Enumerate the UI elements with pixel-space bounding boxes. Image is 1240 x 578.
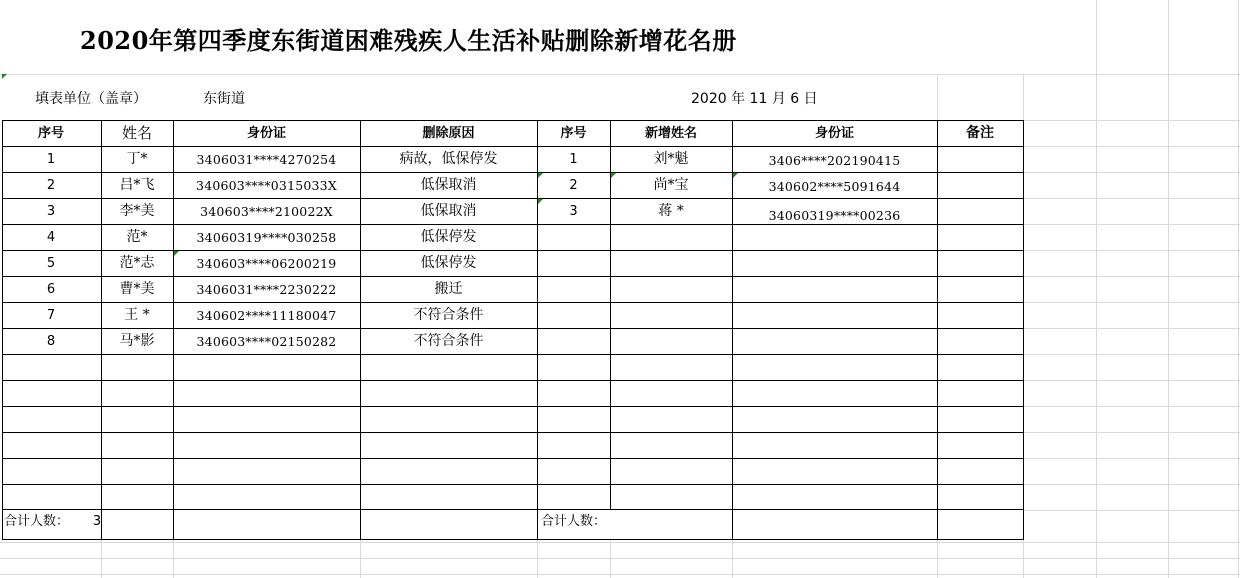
row-name: 曹*美	[119, 281, 155, 297]
cell-marker	[2, 74, 7, 79]
date-month: 11	[749, 91, 768, 107]
cell-marker	[733, 173, 738, 178]
row-seq: 8	[46, 334, 56, 349]
row-name: 吕*飞	[119, 177, 155, 193]
cell-marker	[611, 173, 616, 178]
row-name: 马*影	[119, 333, 155, 349]
date-day: 6	[790, 91, 800, 107]
total-count-left: 3	[92, 514, 102, 529]
header-remark: 备注	[966, 125, 994, 141]
row-seq: 1	[46, 152, 56, 167]
row-reason: 低保取消	[420, 203, 477, 219]
row-id: 340602****11180047	[196, 308, 337, 323]
row-seq: 2	[46, 178, 56, 193]
cell-marker	[538, 199, 543, 204]
row-reason: 低保停发	[420, 229, 477, 245]
row-reason: 不符合条件	[413, 333, 484, 349]
row-id: 340602****5091644	[768, 179, 901, 194]
total-label-right: 合计人数：	[541, 514, 607, 529]
row-id: 3406031****4270254	[196, 152, 337, 167]
row-id: 340603****02150282	[196, 334, 337, 349]
header-name: 姓名	[121, 124, 152, 142]
row-seq: 3	[46, 204, 56, 219]
row-seq: 6	[46, 282, 56, 297]
header-reason: 删除原因	[422, 126, 475, 141]
row-seq: 5	[46, 256, 56, 271]
row-reason: 低保停发	[420, 255, 477, 271]
row-id: 3406031****2230222	[196, 282, 337, 297]
date-year-unit: 年	[731, 91, 746, 107]
row-reason: 低保取消	[420, 177, 477, 193]
row-id: 34060319****030258	[196, 230, 337, 245]
cell-marker	[538, 173, 543, 178]
row-seq: 1	[569, 152, 578, 167]
row-id: 3406****202190415	[768, 153, 901, 168]
date-month-unit: 月	[771, 91, 786, 107]
row-seq: 4	[46, 230, 56, 245]
unit-value: 东街道	[203, 91, 245, 107]
row-reason: 病故，低保停发	[399, 151, 498, 167]
header-new-name: 新增姓名	[644, 126, 697, 141]
row-seq: 3	[569, 204, 578, 219]
row-id: 340603****210022X	[200, 204, 333, 219]
total-label-left: 合计人数：	[4, 514, 70, 529]
row-reason: 搬迁	[434, 281, 463, 297]
header-id: 身份证	[246, 126, 286, 141]
date-line	[691, 86, 818, 112]
header-seq2: 序号	[560, 126, 587, 141]
date-year: 2020	[691, 91, 727, 107]
header-seq: 序号	[37, 126, 64, 141]
row-id: 34060319****00236	[768, 208, 901, 223]
row-id: 340603****0315033X	[196, 178, 337, 193]
row-id: 340603****06200219	[196, 256, 337, 271]
row-name: 李*美	[119, 203, 155, 219]
unit-label: 填表单位（盖章）	[35, 91, 147, 107]
row-seq: 7	[46, 308, 56, 323]
row-seq: 2	[569, 178, 578, 193]
row-name: 丁*	[126, 151, 148, 167]
row-name: 范*	[126, 229, 148, 245]
row-name: 范*志	[119, 255, 155, 271]
row-name: 蒋 *	[658, 203, 684, 219]
row-name: 尚*宝	[653, 177, 689, 193]
row-name: 刘*魁	[653, 151, 689, 167]
header-id2: 身份证	[814, 126, 854, 141]
page-title: 2020年第四季度东街道困难残疾人生活补贴删除新增花名册	[80, 26, 737, 55]
date-day-unit: 日	[803, 91, 818, 107]
cell-marker	[174, 251, 179, 256]
row-name: 王 *	[124, 307, 150, 323]
row-reason: 不符合条件	[413, 307, 484, 323]
